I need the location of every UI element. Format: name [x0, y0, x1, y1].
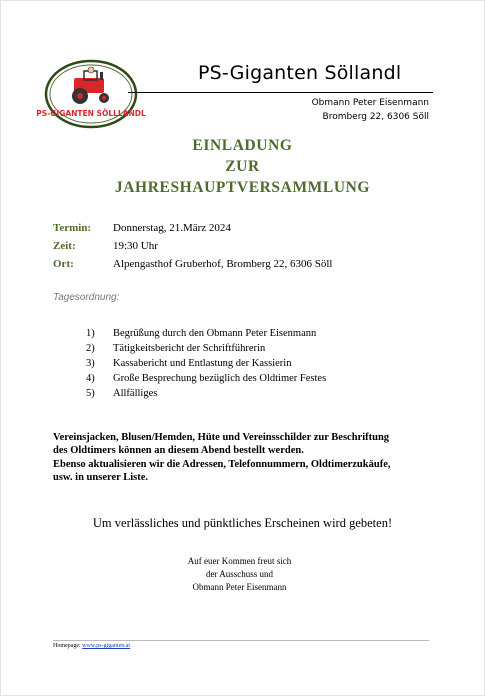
agenda-item-text: Begrüßung durch den Obmann Peter Eisenmann: [113, 328, 317, 339]
signature-line-1: Auf euer Kommen freut sich: [187, 556, 292, 566]
date-value: Donnerstag, 21.März 2024: [113, 222, 231, 234]
organization-title: PS-Giganten Söllandl: [198, 62, 402, 84]
agenda-item-number: 5): [86, 388, 95, 399]
club-logo: [36, 58, 146, 130]
agenda-item: [86, 371, 326, 386]
footer-divider: [53, 640, 429, 641]
heading-line-3: JAHRESHAUPTVERSAMMLUNG: [114, 179, 371, 196]
agenda-item: [86, 356, 326, 371]
chairman-name: Obmann Peter Eisenmann: [311, 98, 429, 108]
agenda-label: Tagesordnung:: [53, 292, 120, 303]
homepage-link[interactable]: www.ps-giganten.at: [82, 643, 131, 649]
agenda-item-text: Allfälliges: [113, 388, 158, 399]
agenda-list: [86, 326, 326, 401]
agenda-item: [86, 341, 326, 356]
agenda-item-number: 3): [86, 358, 95, 369]
signature-line-2: der Ausschuss und: [206, 569, 273, 579]
svg-text:PS-GIGANTEN SÖLLLANDL: PS-GIGANTEN SÖLLLANDL: [36, 109, 146, 118]
closing-text: Um verlässliches und pünktliches Erscheinen wird gebeten!: [92, 516, 393, 530]
agenda-item: [86, 326, 326, 341]
note-line-1: Vereinsjacken, Blusen/Hemden, Hüte und Vereinsschilder zur Beschriftung: [53, 432, 390, 443]
agenda-item-text: Große Besprechung bezüglich des Oldtimer Festes: [113, 373, 327, 384]
signature-line-3: Obmann Peter Eisenmann: [192, 582, 287, 592]
location-label: Ort:: [53, 258, 74, 270]
note-line-4: usw. in unserer Liste.: [53, 472, 149, 483]
agenda-item: [86, 386, 326, 401]
footer: [53, 643, 130, 649]
agenda-item-number: 1): [86, 328, 95, 339]
agenda-item-number: 4): [86, 373, 95, 384]
agenda-item-number: 2): [86, 343, 95, 354]
note-line-2: des Oldtimers können an diesem Abend bestellt werden.: [53, 445, 304, 456]
header-divider: [128, 92, 433, 93]
organization-address: Bromberg 22, 6306 Söll: [322, 112, 429, 122]
agenda-item-text: Tätigkeitsbericht der Schriftführerin: [113, 343, 266, 354]
agenda-item-text: Kassabericht und Entlastung der Kassierin: [113, 358, 292, 369]
note-line-3: Ebenso aktualisieren wir die Adressen, Telefonnummern, Oldtimerzukäufe,: [53, 459, 391, 470]
footer-label: Homepage:: [53, 643, 81, 649]
date-label: Termin:: [53, 222, 92, 234]
time-label: Zeit:: [53, 240, 76, 252]
location-value: Alpengasthof Gruberhof, Bromberg 22, 6306 Söll: [113, 258, 333, 270]
time-value: 19:30 Uhr: [113, 240, 158, 252]
heading-line-1: EINLADUNG: [192, 137, 293, 154]
heading-line-2: ZUR: [225, 158, 260, 175]
